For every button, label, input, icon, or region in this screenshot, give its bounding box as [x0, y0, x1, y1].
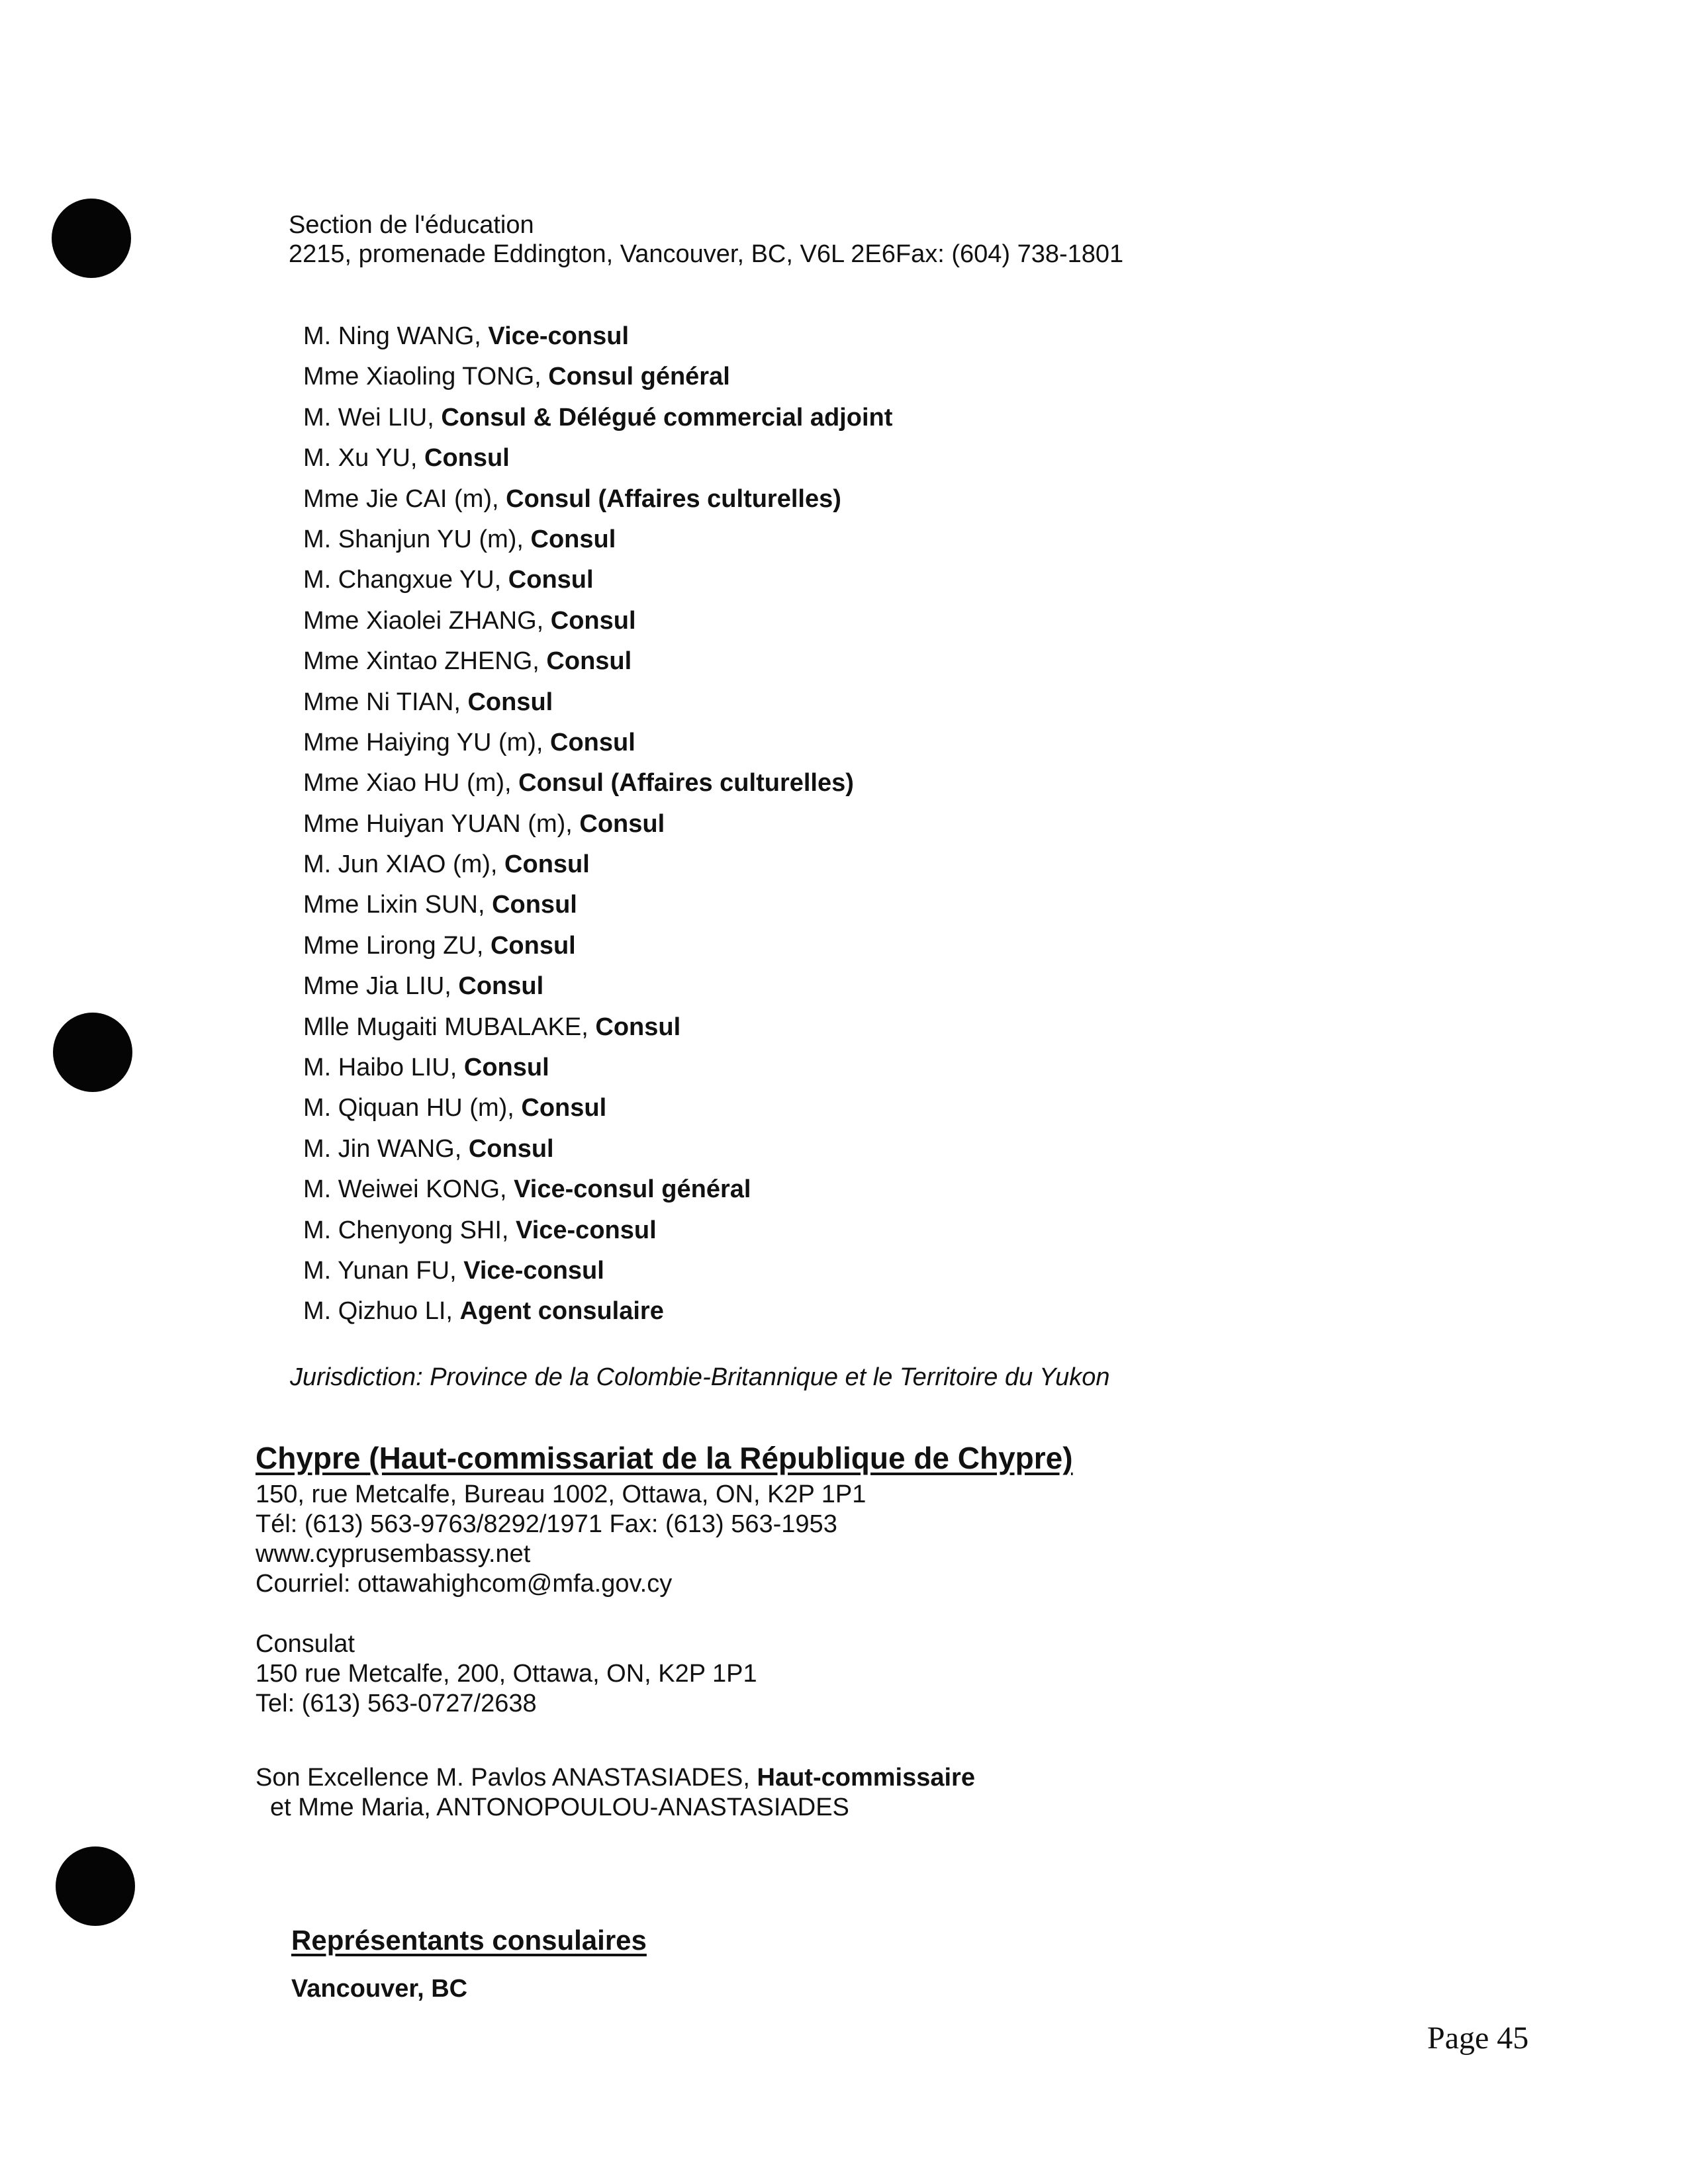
- consulate-phone: Tel: (613) 563-0727/2638: [256, 1690, 537, 1717]
- page-number: Page 45: [1427, 2021, 1529, 2056]
- staff-entry: [303, 1210, 892, 1251]
- staff-list: [303, 316, 892, 1332]
- staff-name: Mme Xiaoling TONG,: [303, 363, 549, 391]
- staff-name: M. Ning WANG,: [303, 322, 489, 350]
- staff-name: Mme Lirong ZU,: [303, 931, 491, 960]
- staff-entry: [303, 560, 892, 600]
- staff-entry: [303, 844, 892, 885]
- staff-title: Consul: [550, 606, 636, 635]
- staff-title: Consul: [424, 444, 510, 473]
- head-of-mission-line: [256, 1763, 975, 1793]
- staff-name: Mme Jie CAI (m),: [303, 484, 506, 513]
- staff-name: Mme Ni TIAN,: [303, 688, 468, 716]
- staff-entry: [303, 1007, 892, 1048]
- binder-hole-bottom: [56, 1846, 135, 1926]
- staff-name: Mme Xiao HU (m),: [303, 769, 519, 797]
- staff-title: Consul: [490, 931, 576, 960]
- staff-name: Mme Haiying YU (m),: [303, 728, 551, 756]
- staff-entry: [303, 1129, 892, 1169]
- staff-title: Consul: [579, 809, 665, 838]
- staff-entry: [303, 398, 892, 438]
- staff-title: Consul: [458, 972, 544, 1001]
- staff-name: M. Xu YU,: [303, 444, 425, 473]
- staff-name: M. Chenyong SHI,: [303, 1216, 516, 1244]
- staff-entry: [303, 1291, 892, 1332]
- staff-title: Consul: [467, 688, 553, 716]
- staff-name: M. Qizhuo LI,: [303, 1297, 460, 1326]
- staff-title: Consul: [530, 525, 616, 553]
- staff-entry: [303, 723, 892, 763]
- staff-entry: [303, 885, 892, 925]
- staff-name: M. Haibo LIU,: [303, 1054, 464, 1082]
- staff-entry: [303, 1251, 892, 1291]
- staff-title: Consul: [595, 1013, 681, 1041]
- jurisdiction-note: Jurisdiction: Province de la Colombie-Britannique et le Territoire du Yukon: [290, 1363, 1110, 1391]
- staff-title: Consul: [504, 850, 590, 879]
- staff-name: M. Wei LIU,: [303, 403, 442, 432]
- staff-entry: [303, 601, 892, 641]
- cyprus-head-of-mission: [256, 1763, 975, 1823]
- staff-entry: [303, 641, 892, 682]
- staff-title: Consul & Délégué commercial adjoint: [441, 403, 893, 432]
- binder-hole-top: [52, 199, 131, 278]
- head-of-mission-title: Haut-commissaire: [757, 1764, 975, 1792]
- staff-name: M. Yunan FU,: [303, 1256, 464, 1285]
- staff-name: Mme Xintao ZHENG,: [303, 647, 547, 676]
- staff-title: Consul: [550, 728, 635, 756]
- staff-title: Vice-consul: [488, 322, 630, 350]
- staff-name: M. Shanjun YU (m),: [303, 525, 531, 553]
- staff-title: Consul: [463, 1054, 549, 1082]
- binder-hole-middle: [53, 1013, 132, 1092]
- head-of-mission-name: Son Excellence M. Pavlos ANASTASIADES,: [256, 1764, 757, 1792]
- staff-entry: [303, 926, 892, 966]
- staff-title: Vice-consul: [463, 1256, 604, 1285]
- staff-title: Vice-consul: [516, 1216, 657, 1244]
- cyprus-address: 150, rue Metcalfe, Bureau 1002, Ottawa, ON, K2P 1P1: [256, 1480, 867, 1508]
- staff-entry: [303, 763, 892, 803]
- staff-entry: [303, 1169, 892, 1210]
- head-of-mission-spouse: et Mme Maria, ANTONOPOULOU-ANASTASIADES: [270, 1794, 849, 1821]
- country-heading-cyprus: Chypre (Haut-commissariat de la République de Chypre): [256, 1441, 1073, 1475]
- staff-entry: [303, 804, 892, 844]
- staff-title: Consul: [508, 566, 594, 594]
- staff-title: Consul général: [548, 363, 730, 391]
- staff-entry: [303, 1048, 892, 1088]
- staff-name: M. Qiquan HU (m),: [303, 1094, 522, 1122]
- staff-name: M. Jin WANG,: [303, 1134, 469, 1163]
- education-section: [289, 210, 1123, 269]
- staff-name: M. Jun XIAO (m),: [303, 850, 505, 879]
- staff-entry: [303, 438, 892, 478]
- staff-name: Mme Xiaolei ZHANG,: [303, 606, 551, 635]
- cyprus-phone: Tél: (613) 563-9763/8292/1971 Fax: (613) 563-1953: [256, 1510, 837, 1538]
- cyprus-contact-block: [256, 1480, 866, 1599]
- staff-entry: [303, 682, 892, 723]
- staff-title: Agent consulaire: [459, 1297, 664, 1326]
- staff-title: Consul (Affaires culturelles): [518, 769, 854, 797]
- education-section-address: 2215, promenade Eddington, Vancouver, BC, V6L 2E6Fax: (604) 738-1801: [289, 240, 1124, 268]
- consulate-label: Consulat: [256, 1630, 355, 1658]
- consular-reps-heading: Représentants consulaires: [291, 1925, 647, 1956]
- staff-title: Consul: [492, 891, 577, 919]
- staff-name: Mme Huiyan YUAN (m),: [303, 809, 580, 838]
- staff-name: M. Weiwei KONG,: [303, 1175, 514, 1204]
- staff-entry: [303, 357, 892, 397]
- consular-reps-city: Vancouver, BC: [291, 1975, 468, 2003]
- cyprus-website: www.cyprusembassy.net: [256, 1540, 531, 1568]
- staff-name: M. Changxue YU,: [303, 566, 508, 594]
- staff-title: Consul (Affaires culturelles): [506, 484, 841, 513]
- cyprus-consulate-block: [256, 1629, 757, 1719]
- staff-name: Mme Lixin SUN,: [303, 891, 492, 919]
- consulate-address: 150 rue Metcalfe, 200, Ottawa, ON, K2P 1P1: [256, 1660, 757, 1688]
- staff-name: Mlle Mugaiti MUBALAKE,: [303, 1013, 596, 1041]
- staff-title: Consul: [521, 1094, 607, 1122]
- staff-title: Vice-consul général: [514, 1175, 751, 1204]
- cyprus-email: Courriel: ottawahighcom@mfa.gov.cy: [256, 1570, 673, 1598]
- staff-entry: [303, 520, 892, 560]
- staff-title: Consul: [546, 647, 632, 676]
- staff-entry: [303, 479, 892, 520]
- staff-title: Consul: [468, 1134, 554, 1163]
- staff-name: Mme Jia LIU,: [303, 972, 459, 1001]
- staff-entry: [303, 316, 892, 357]
- education-section-label: Section de l'éducation: [289, 211, 534, 239]
- staff-entry: [303, 1088, 892, 1128]
- staff-entry: [303, 966, 892, 1007]
